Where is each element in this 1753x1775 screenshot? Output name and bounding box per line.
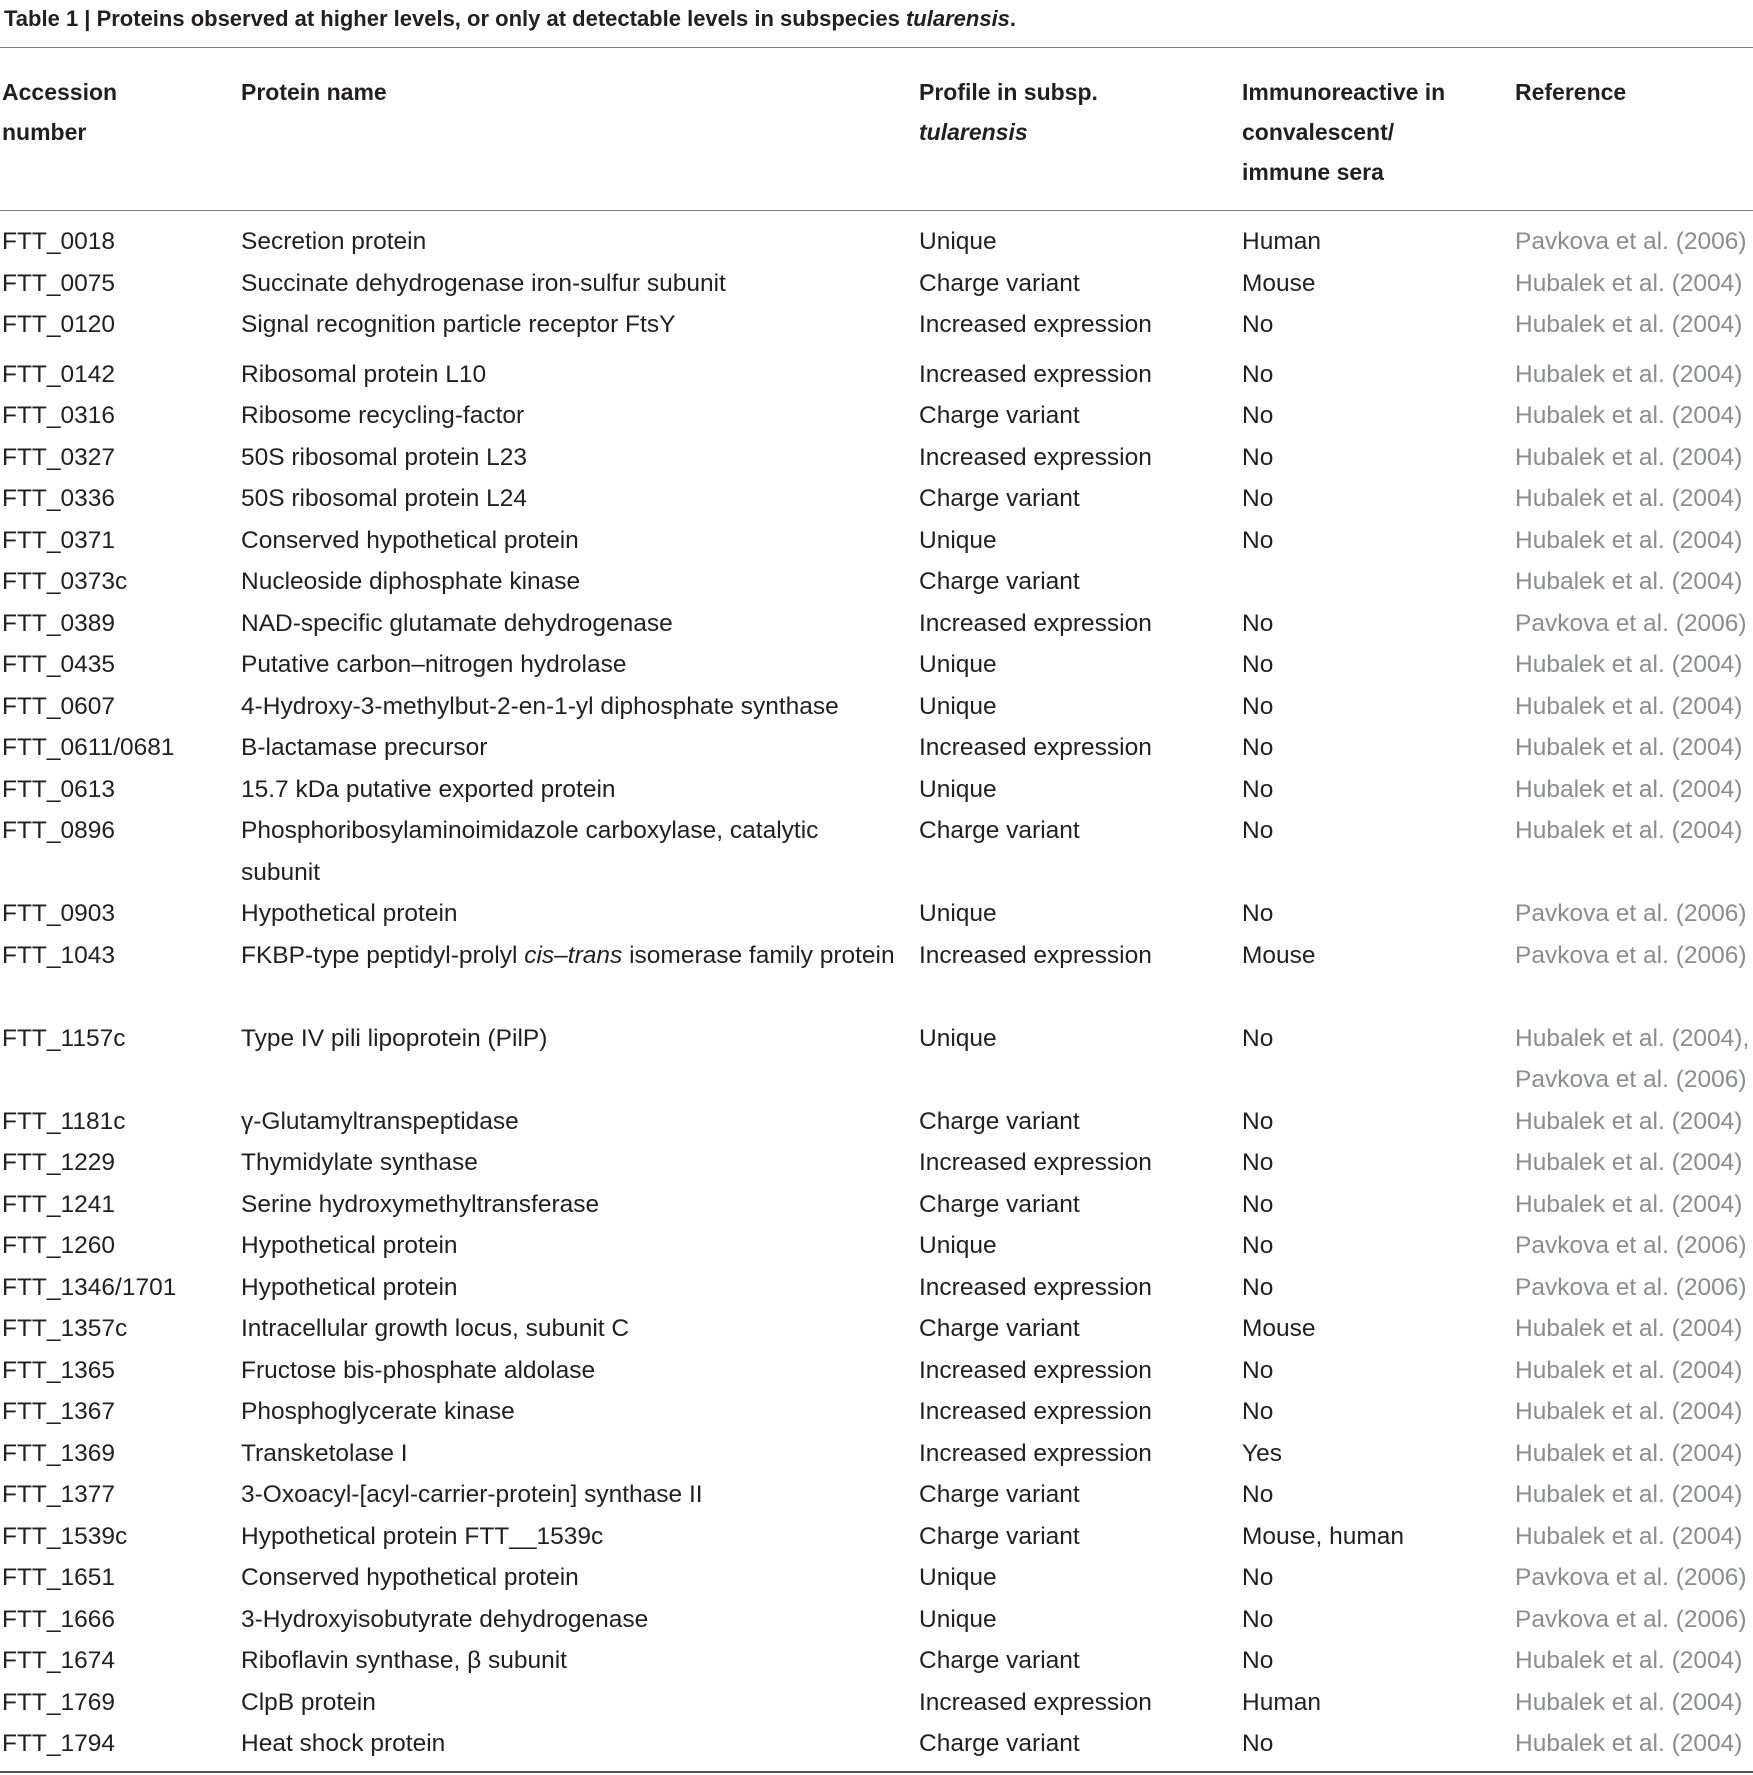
- reference-line: Hubalek et al. (2004): [1515, 1107, 1743, 1135]
- profile-cell: Unique: [919, 1024, 997, 1052]
- reference-cell: [1515, 1474, 1753, 1516]
- reference-line: Pavkova et al. (2006): [1515, 941, 1747, 969]
- profile-cell: Unique: [919, 228, 997, 255]
- table-row: [0, 1433, 1753, 1475]
- table-row: [0, 221, 1753, 263]
- accession-cell: FTT_1651: [2, 1564, 116, 1591]
- reference-cell: [1515, 437, 1753, 479]
- reference-cell: [1515, 686, 1753, 728]
- header-profile-main: Profile in subsp.: [919, 79, 1098, 105]
- immunoreactive-cell: Mouse: [1242, 269, 1316, 297]
- reference-cell: [1515, 603, 1753, 645]
- reference-cell: [1515, 1184, 1753, 1226]
- accession-cell: FTT_0607: [2, 692, 116, 720]
- immunoreactive-cell: No: [1242, 817, 1274, 844]
- reference-line: Hubalek et al. (2004): [1515, 1522, 1743, 1550]
- protein-name-cell: Phosphoglycerate kinase: [241, 1398, 515, 1425]
- profile-cell: Charge variant: [919, 1107, 1080, 1135]
- profile-cell: Charge variant: [919, 1730, 1080, 1757]
- table-row: [0, 520, 1753, 562]
- profile-cell: Unique: [919, 1232, 997, 1259]
- immunoreactive-cell: No: [1242, 443, 1274, 471]
- accession-cell: FTT_0613: [2, 775, 116, 803]
- reference-cell: [1515, 395, 1753, 437]
- reference-cell: [1515, 1142, 1753, 1184]
- accession-cell: FTT_0327: [2, 443, 116, 471]
- accession-cell: FTT_0373c: [2, 568, 128, 595]
- profile-cell: Charge variant: [919, 402, 1080, 429]
- immunoreactive-cell: Mouse: [1242, 941, 1316, 969]
- accession-cell: FTT_0075: [2, 269, 116, 297]
- accession-cell: FTT_1539c: [2, 1522, 128, 1550]
- accession-cell: FTT_1181c: [2, 1107, 126, 1135]
- protein-name-cell: Serine hydroxymethyltransferase: [241, 1190, 600, 1218]
- table-row: [0, 354, 1753, 396]
- reference-line: Hubalek et al. (2004): [1515, 1647, 1743, 1674]
- immunoreactive-cell: No: [1242, 526, 1274, 554]
- reference-cell: [1515, 769, 1753, 811]
- reference-cell: [1515, 1516, 1753, 1558]
- reference-line: Hubalek et al. (2004): [1515, 526, 1743, 554]
- reference-line: Hubalek et al. (2004),: [1515, 1024, 1750, 1052]
- accession-cell: FTT_0389: [2, 609, 116, 637]
- immunoreactive-cell: Mouse, human: [1242, 1522, 1405, 1550]
- profile-cell: Increased expression: [919, 1273, 1152, 1301]
- reference-line: Hubalek et al. (2004): [1515, 1190, 1743, 1218]
- reference-line: Hubalek et al. (2004): [1515, 651, 1743, 678]
- accession-cell: FTT_1241: [2, 1190, 116, 1218]
- table-row: [0, 935, 1753, 1018]
- header-protein-name: Protein name: [241, 79, 387, 105]
- immunoreactive-cell: No: [1242, 1107, 1274, 1135]
- protein-name-cell: Phosphoribosylaminoimidazole carboxylase, catalytic subunit: [241, 817, 819, 886]
- header-accession: Accession number: [2, 79, 118, 145]
- profile-cell: Increased expression: [919, 609, 1152, 637]
- profile-cell: Unique: [919, 692, 997, 720]
- protein-name-cell: 15.7 kDa putative exported protein: [241, 775, 616, 803]
- table-row: [0, 893, 1753, 935]
- profile-cell: Charge variant: [919, 1190, 1080, 1218]
- reference-line: Hubalek et al. (2004): [1515, 1356, 1743, 1384]
- profile-cell: Unique: [919, 1564, 997, 1591]
- table-row: [0, 1101, 1753, 1143]
- accession-cell: FTT_0371: [2, 526, 116, 554]
- reference-cell: [1515, 263, 1753, 305]
- reference-line: Hubalek et al. (2004): [1515, 1439, 1743, 1467]
- reference-cell: [1515, 478, 1753, 520]
- reference-cell: [1515, 1308, 1753, 1350]
- accession-cell: FTT_1367: [2, 1398, 116, 1425]
- protein-name-cell: Putative carbon–nitrogen hydrolase: [241, 651, 627, 678]
- profile-cell: Increased expression: [919, 1356, 1152, 1384]
- reference-line: Hubalek et al. (2004): [1515, 1730, 1743, 1757]
- protein-name-cell: 3-Hydroxyisobutyrate dehydrogenase: [241, 1605, 649, 1633]
- immunoreactive-cell: Yes: [1242, 1439, 1282, 1467]
- table-row: [0, 1267, 1753, 1309]
- reference-line: Hubalek et al. (2004): [1515, 568, 1743, 595]
- reference-cell: [1515, 520, 1753, 562]
- accession-cell: FTT_1043: [2, 941, 116, 969]
- immunoreactive-cell: No: [1242, 1605, 1274, 1633]
- profile-cell: Unique: [919, 775, 997, 803]
- protein-name-cell: Hypothetical protein: [241, 900, 458, 927]
- profile-cell: Increased expression: [919, 360, 1152, 388]
- immunoreactive-cell: No: [1242, 1024, 1274, 1052]
- profile-cell: Unique: [919, 651, 997, 678]
- header-rule: [0, 210, 1753, 211]
- profile-cell: Charge variant: [919, 269, 1080, 297]
- protein-name-cell: 4-Hydroxy-3-methylbut-2-en-1-yl diphosphate synthase: [241, 692, 839, 720]
- immunoreactive-cell: No: [1242, 360, 1274, 388]
- immunoreactive-cell: No: [1242, 651, 1274, 678]
- protein-name-cell: Ribosome recycling-factor: [241, 402, 525, 429]
- table-row: [0, 561, 1753, 603]
- caption-text: Proteins observed at higher levels, or only at detectable levels in subspecies: [96, 6, 906, 31]
- table-row: [0, 437, 1753, 479]
- immunoreactive-cell: Human: [1242, 228, 1321, 255]
- reference-line: Hubalek et al. (2004): [1515, 360, 1743, 388]
- reference-line: Hubalek et al. (2004): [1515, 1149, 1743, 1176]
- protein-name-cell: Heat shock protein: [241, 1730, 446, 1757]
- reference-line: Pavkova et al. (2006): [1515, 1066, 1747, 1093]
- reference-cell: [1515, 1391, 1753, 1433]
- accession-cell: FTT_1794: [2, 1730, 116, 1757]
- reference-cell: [1515, 1433, 1753, 1475]
- immunoreactive-cell: No: [1242, 609, 1274, 637]
- immunoreactive-cell: No: [1242, 1273, 1274, 1301]
- reference-line: Hubalek et al. (2004): [1515, 775, 1743, 803]
- protein-name-part: FKBP-type peptidyl-prolyl: [241, 941, 525, 969]
- accession-cell: FTT_0903: [2, 900, 116, 927]
- accession-cell: FTT_0018: [2, 228, 116, 255]
- reference-cell: [1515, 893, 1753, 935]
- reference-cell: [1515, 1723, 1753, 1765]
- accession-cell: FTT_0896: [2, 817, 116, 844]
- profile-cell: Charge variant: [919, 568, 1080, 595]
- immunoreactive-cell: No: [1242, 402, 1274, 429]
- immunoreactive-cell: No: [1242, 1564, 1274, 1591]
- table-row: [0, 395, 1753, 437]
- profile-cell: Increased expression: [919, 734, 1152, 761]
- protein-name-cell: 50S ribosomal protein L23: [241, 443, 528, 471]
- table-caption: [4, 4, 1744, 34]
- table-row: [0, 1599, 1753, 1641]
- immunoreactive-cell: No: [1242, 1398, 1274, 1425]
- accession-cell: FTT_1369: [2, 1439, 116, 1467]
- reference-cell: [1515, 1350, 1753, 1392]
- profile-cell: Charge variant: [919, 1522, 1080, 1550]
- protein-name-cell: Riboflavin synthase, β subunit: [241, 1647, 567, 1674]
- table-row: [0, 603, 1753, 645]
- reference-line: Pavkova et al. (2006): [1515, 1232, 1747, 1259]
- protein-name-cell: Thymidylate synthase: [241, 1149, 478, 1176]
- protein-name-cell: Fructose bis-phosphate aldolase: [241, 1356, 596, 1384]
- profile-cell: Increased expression: [919, 1439, 1152, 1467]
- immunoreactive-cell: No: [1242, 1730, 1274, 1757]
- accession-cell: FTT_1260: [2, 1232, 116, 1259]
- profile-cell: Unique: [919, 1605, 997, 1633]
- table-row: [0, 1308, 1753, 1350]
- header-reference: Reference: [1515, 79, 1627, 105]
- table-row: [0, 263, 1753, 305]
- profile-cell: Charge variant: [919, 485, 1080, 512]
- profile-cell: Charge variant: [919, 817, 1080, 844]
- table-row: [0, 1723, 1753, 1765]
- reference-line: Hubalek et al. (2004): [1515, 311, 1743, 338]
- reference-line: Hubalek et al. (2004): [1515, 1315, 1743, 1342]
- caption-label: Table 1 |: [4, 6, 97, 31]
- protein-name-cell: Hypothetical protein: [241, 1273, 458, 1301]
- reference-line: Hubalek et al. (2004): [1515, 269, 1743, 297]
- table-row: [0, 1225, 1753, 1267]
- protein-name-cell: Succinate dehydrogenase iron-sulfur subunit: [241, 269, 726, 297]
- reference-cell: [1515, 727, 1753, 769]
- protein-name-cell: Hypothetical protein: [241, 1232, 458, 1259]
- accession-cell: FTT_0611/0681: [2, 734, 175, 761]
- protein-name-cell: Type IV pili lipoprotein (PilP): [241, 1024, 548, 1052]
- immunoreactive-cell: No: [1242, 311, 1274, 338]
- bottom-rule: [0, 1771, 1753, 1773]
- header-profile: [919, 72, 1149, 152]
- table-row: [0, 727, 1753, 769]
- accession-cell: FTT_1666: [2, 1605, 116, 1633]
- reference-cell: [1515, 1682, 1753, 1724]
- protein-name-cell: [241, 935, 901, 977]
- table-row: [0, 686, 1753, 728]
- reference-cell: [1515, 935, 1753, 977]
- table-row: [0, 1018, 1753, 1101]
- reference-line: Pavkova et al. (2006): [1515, 1564, 1747, 1591]
- protein-name-cell: Secretion protein: [241, 228, 427, 255]
- accession-cell: FTT_1346/1701: [2, 1273, 177, 1301]
- immunoreactive-cell: No: [1242, 900, 1274, 927]
- protein-name-cell: Transketolase I: [241, 1439, 408, 1467]
- accession-cell: FTT_0120: [2, 311, 116, 338]
- immunoreactive-cell: No: [1242, 1190, 1274, 1218]
- table-row: [0, 810, 1753, 893]
- immunoreactive-cell: No: [1242, 1149, 1274, 1176]
- profile-cell: Increased expression: [919, 1149, 1152, 1176]
- protein-name-cell: Conserved hypothetical protein: [241, 1564, 579, 1591]
- table-row: [0, 1640, 1753, 1682]
- accession-cell: FTT_0142: [2, 360, 116, 388]
- profile-cell: Unique: [919, 526, 997, 554]
- reference-cell: [1515, 561, 1753, 603]
- immunoreactive-cell: No: [1242, 775, 1274, 803]
- table-row: [0, 478, 1753, 520]
- reference-line: Pavkova et al. (2006): [1515, 609, 1747, 637]
- header-profile-italic: tularensis: [919, 119, 1028, 145]
- reference-cell: [1515, 810, 1753, 852]
- protein-name-cell: B-lactamase precursor: [241, 734, 488, 761]
- immunoreactive-cell: No: [1242, 1356, 1274, 1384]
- table-body: [0, 221, 1753, 1765]
- protein-name-cell: Signal recognition particle receptor FtsY: [241, 311, 676, 338]
- reference-line: Pavkova et al. (2006): [1515, 1273, 1747, 1301]
- reference-cell: [1515, 1640, 1753, 1682]
- reference-line: Hubalek et al. (2004): [1515, 1398, 1743, 1425]
- reference-cell: [1515, 221, 1753, 263]
- protein-name-cell: Nucleoside diphosphate kinase: [241, 568, 581, 595]
- reference-line: Pavkova et al. (2006): [1515, 228, 1747, 255]
- reference-line: Hubalek et al. (2004): [1515, 402, 1743, 429]
- table-row: [0, 304, 1753, 354]
- caption-end: .: [1009, 6, 1017, 31]
- table-row: [0, 1142, 1753, 1184]
- reference-line: Pavkova et al. (2006): [1515, 900, 1747, 927]
- reference-line: Hubalek et al. (2004): [1515, 692, 1743, 720]
- profile-cell: Increased expression: [919, 311, 1152, 338]
- reference-line: Hubalek et al. (2004): [1515, 734, 1743, 761]
- profile-cell: Increased expression: [919, 1688, 1152, 1716]
- table-row: [0, 1350, 1753, 1392]
- reference-cell: [1515, 1225, 1753, 1267]
- protein-name-cell: ClpB protein: [241, 1688, 376, 1716]
- immunoreactive-cell: No: [1242, 692, 1274, 720]
- immunoreactive-cell: No: [1242, 1232, 1274, 1259]
- reference-cell: [1515, 304, 1753, 346]
- accession-cell: FTT_1377: [2, 1481, 116, 1508]
- reference-cell: [1515, 1018, 1753, 1101]
- accession-cell: FTT_1769: [2, 1688, 116, 1716]
- protein-name-cell: Conserved hypothetical protein: [241, 526, 579, 554]
- table-row: [0, 1682, 1753, 1724]
- profile-cell: Charge variant: [919, 1481, 1080, 1508]
- reference-line: Hubalek et al. (2004): [1515, 1688, 1743, 1716]
- reference-line: Hubalek et al. (2004): [1515, 1481, 1743, 1508]
- profile-cell: Increased expression: [919, 941, 1152, 969]
- immunoreactive-cell: No: [1242, 1481, 1274, 1508]
- protein-name-cell: 3-Oxoacyl-[acyl-carrier-protein] synthase II: [241, 1481, 703, 1508]
- profile-cell: Charge variant: [919, 1315, 1080, 1342]
- reference-cell: [1515, 1267, 1753, 1309]
- table-row: [0, 1391, 1753, 1433]
- reference-line: Pavkova et al. (2006): [1515, 1605, 1747, 1633]
- protein-name-cell: Intracellular growth locus, subunit C: [241, 1315, 630, 1342]
- table-row: [0, 1516, 1753, 1558]
- reference-line: Hubalek et al. (2004): [1515, 443, 1743, 471]
- top-rule: [0, 47, 1753, 48]
- table-row: [0, 1184, 1753, 1226]
- protein-name-part: isomerase family protein: [622, 941, 895, 969]
- accession-cell: FTT_1357c: [2, 1315, 128, 1342]
- reference-cell: [1515, 1101, 1753, 1143]
- table-row: [0, 1474, 1753, 1516]
- reference-line: Hubalek et al. (2004): [1515, 485, 1743, 512]
- protein-name-cell: 50S ribosomal protein L24: [241, 485, 528, 512]
- immunoreactive-cell: No: [1242, 485, 1274, 512]
- profile-cell: Charge variant: [919, 1647, 1080, 1674]
- protein-name-part: cis–trans: [524, 941, 623, 969]
- accession-cell: FTT_0435: [2, 651, 116, 678]
- profile-cell: Increased expression: [919, 1398, 1152, 1425]
- immunoreactive-cell: No: [1242, 734, 1274, 761]
- immunoreactive-cell: No: [1242, 1647, 1274, 1674]
- accession-cell: FTT_1157c: [2, 1024, 126, 1052]
- protein-name-cell: Ribosomal protein L10: [241, 360, 487, 388]
- protein-name-cell: NAD-specific glutamate dehydrogenase: [241, 609, 673, 637]
- table-row: [0, 769, 1753, 811]
- profile-cell: Increased expression: [919, 443, 1152, 471]
- accession-cell: FTT_0316: [2, 402, 116, 429]
- reference-cell: [1515, 644, 1753, 686]
- protein-name-cell: Hypothetical protein FTT__1539c: [241, 1522, 604, 1550]
- accession-cell: FTT_1674: [2, 1647, 116, 1674]
- immunoreactive-cell: Mouse: [1242, 1315, 1316, 1342]
- table-row: [0, 1557, 1753, 1599]
- protein-name-cell: γ-Glutamyltranspeptidase: [241, 1107, 519, 1135]
- reference-cell: [1515, 1557, 1753, 1599]
- accession-cell: FTT_0336: [2, 485, 116, 512]
- reference-cell: [1515, 1599, 1753, 1641]
- accession-cell: FTT_1229: [2, 1149, 116, 1176]
- profile-cell: Unique: [919, 900, 997, 927]
- accession-cell: FTT_1365: [2, 1356, 116, 1384]
- header-immunoreactive: Immunoreactive in convalescent/ immune sera: [1242, 79, 1446, 185]
- reference-cell: [1515, 354, 1753, 396]
- immunoreactive-cell: Human: [1242, 1688, 1321, 1716]
- table-row: [0, 644, 1753, 686]
- reference-line: Hubalek et al. (2004): [1515, 817, 1743, 844]
- caption-italic: tularensis: [905, 6, 1010, 31]
